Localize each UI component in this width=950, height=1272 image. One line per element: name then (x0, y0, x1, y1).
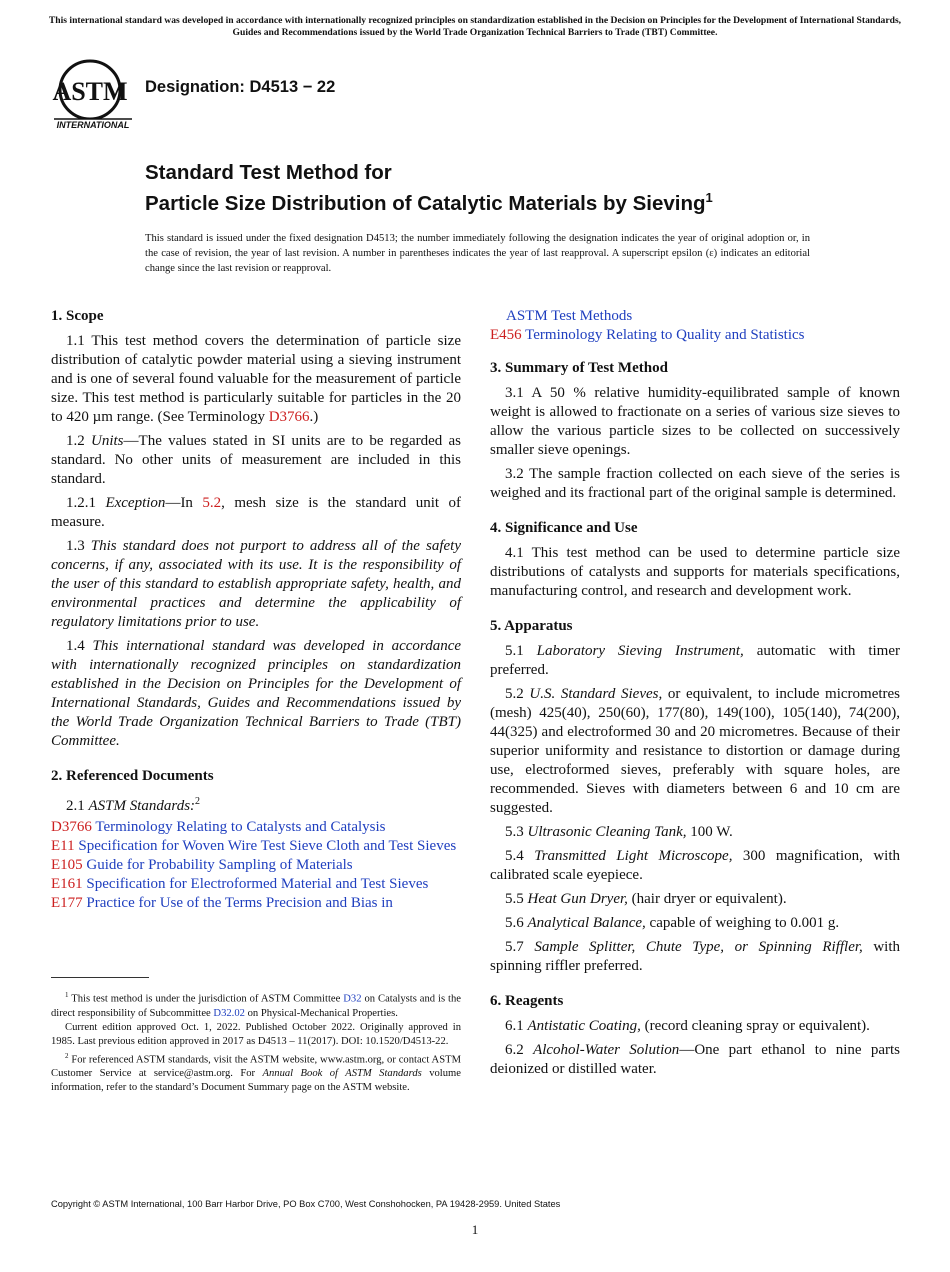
section-heading-significance: 4. Significance and Use (490, 520, 638, 536)
astm-logo (52, 58, 134, 132)
paragraph-5-2: 5.2 U.S. Standard Sieves, or equivalent, to include micrometres (mesh) 425(40), 250(60), 177(80), 149(100), 105(140), 74(200), 44(325) and electroformed 30 and 20 micrometres. Because of their superior uniformity and resistance to distortion or damage during use, electroformed sieves, preferably with square holes, are recommended. Sieves with diameters between 6 and 10 cm are suggested. (490, 686, 901, 816)
paragraph-5-3: 5.3 Ultrasonic Cleaning Tank, 100 W. (505, 824, 733, 840)
footnotes (51, 988, 461, 1095)
ref-item-e105[interactable]: E105 Guide for Probability Sampling of Materials (51, 857, 353, 873)
section-heading-summary: 3. Summary of Test Method (490, 360, 668, 376)
section-heading-referenced-documents: 2. Referenced Documents (51, 768, 214, 784)
title-line-1: Standard Test Method for (145, 161, 392, 184)
designation: Designation: D4513 − 22 (145, 78, 336, 96)
paragraph-5-5: 5.5 Heat Gun Dryer, (hair dryer or equivalent). (505, 891, 787, 907)
link-d3766[interactable]: D3766 (268, 409, 310, 425)
ref-item-e11[interactable]: E11 Specification for Woven Wire Test Sieve Cloth and Test Sieves (51, 838, 457, 854)
link-5-2[interactable]: 5.2 (202, 495, 222, 511)
link-d32-02[interactable]: D32.02 (213, 1007, 245, 1019)
paragraph-1-2: 1.2 Units—The values stated in SI units are to be regarded as standard. No other units of measurement are included in this standard. (51, 433, 462, 487)
paragraph-6-2: 6.2 Alcohol-Water Solution—One part ethanol to nine parts deionized or distilled water. (490, 1042, 900, 1077)
paragraph-1-3: 1.3 This standard does not purport to address all of the safety concerns, if any, associated with its use. It is the responsibility of the user of this standard to establish appropriate safety, health, and environmental practices and determine the applicability of regulatory limitations prior to use. (51, 538, 461, 630)
paragraph-6-1: 6.1 Antistatic Coating, (record cleaning spray or equivalent). (505, 1018, 870, 1034)
ref-item-e456[interactable]: E456 Terminology Relating to Quality and Statistics (490, 327, 805, 343)
paragraph-1-4: 1.4 This international standard was developed in accordance with internationally recognized principles on standardization established in the Decision on Principles for the Development of International Standards, Guides and Recommendations issued by the World Trade Organization Technical Barriers to Trade (TBT) Committee. (51, 638, 462, 749)
paragraph-5-6: 5.6 Analytical Balance, capable of weighing to 0.001 g. (505, 915, 840, 931)
paragraph-1-2-1: 1.2.1 Exception—In 5.2, mesh size is the standard unit of measure. (51, 495, 461, 530)
ref-item-e177[interactable]: E177 Practice for Use of the Terms Precision and Bias in (51, 895, 393, 911)
title-main: Particle Size Distribution of Catalytic Materials by Sieving (145, 191, 706, 215)
document-title (145, 160, 713, 216)
link-d32[interactable]: D32 (343, 993, 362, 1005)
paragraph-5-7: 5.7 Sample Splitter, Chute Type, or Spinning Riffler, with spinning riffler preferred. (490, 939, 901, 974)
ref-item-e161[interactable]: E161 Specification for Electroformed Material and Test Sieves (51, 876, 429, 892)
right-column (490, 307, 900, 1084)
paragraph-5-1: 5.1 Laboratory Sieving Instrument, automatic with timer preferred. (490, 643, 900, 678)
left-column (51, 307, 461, 913)
paragraph-2-1: 2.1 ASTM Standards:$^2$ (66, 796, 201, 814)
title-line-2 (145, 185, 713, 216)
paragraph-4-1: 4.1 This test method can be used to determine particle size distributions of catalysts and supports for materials specifications, manufacturing control, and research and development work. (490, 545, 900, 599)
footnote-2: $^2$ For referenced ASTM standards, visit the ASTM website, www.astm.org, or contact ASTM Customer Service at service@astm.org. For Annual Book of ASTM Standards volume information, refer to the standard’s Document Summary page on the ASTM website. (51, 1051, 461, 1094)
footnote-1: $^1$ This test method is under the jurisdiction of ASTM Committee D32 on Catalysts and is the direct responsibility of Subcommittee D32.02 on Physical-Mechanical Properties. (51, 991, 462, 1019)
international-standard-notice: This international standard was developed in accordance with internationally recognized principles on standardization established in the Decision on Principles for the Development of International Standards, Guides and Recommendations issued by the World Trade Organization Technical Barriers to Trade (TBT) Committee. (48, 15, 902, 38)
section-heading-apparatus: 5. Apparatus (490, 618, 573, 634)
title-footnote-ref: 1 (705, 190, 713, 205)
paragraph-1-1: 1.1 This test method covers the determination of particle size distribution of catalytic powder material using a sieving instrument and is one of several found valuable for the measurement of particle size. This test method is particularly suitable for particles in the 20 to 420 µm range. (See Terminology D3766.) (51, 333, 461, 425)
footnote-edition: Current edition approved Oct. 1, 2022. Published October 2022. Originally approved in 1985. Last previous edition approved in 2017 as D4513 – 11(2017). DOI: 10.1520/D4513-22. (51, 1021, 461, 1047)
svg-text:ASTM: ASTM (52, 77, 128, 106)
ref-item-e177-continued[interactable]: ASTM Test Methods (506, 308, 633, 324)
paragraph-3-1: 3.1 A 50 % relative humidity-equilibrated sample of known weight is allowed to fractionate on a series of various size sieves to allow the various particle sizes to be collected on successively smaller sieve openings. (490, 385, 900, 458)
section-heading-scope: 1. Scope (51, 308, 104, 324)
footnote-divider (51, 977, 149, 978)
issuance-statement: This standard is issued under the fixed designation D4513; the number immediately following the designation indicates the year of original adoption or, in the case of revision, the year of last revision. A number in parentheses indicates the year of last reapproval. A superscript epsilon (ε) indicates an editorial change since the last revision or reapproval. (145, 233, 810, 275)
copyright-notice: Copyright © ASTM International, 100 Barr Harbor Drive, PO Box C700, West Conshohocken, PA 19428-2959. United States (51, 1199, 561, 1209)
paragraph-3-2: 3.2 The sample fraction collected on each sieve of the series is weighed and its fractional part of the original sample is determined. (490, 466, 900, 501)
page-number: 1 (471, 1222, 479, 1237)
section-heading-reagents: 6. Reagents (490, 993, 564, 1009)
ref-item-d3766[interactable]: D3766 Terminology Relating to Catalysts and Catalysis (51, 819, 386, 835)
svg-text:INTERNATIONAL: INTERNATIONAL (56, 120, 130, 130)
paragraph-5-4: 5.4 Transmitted Light Microscope, 300 magnification, with calibrated scale eyepiece. (490, 848, 900, 883)
